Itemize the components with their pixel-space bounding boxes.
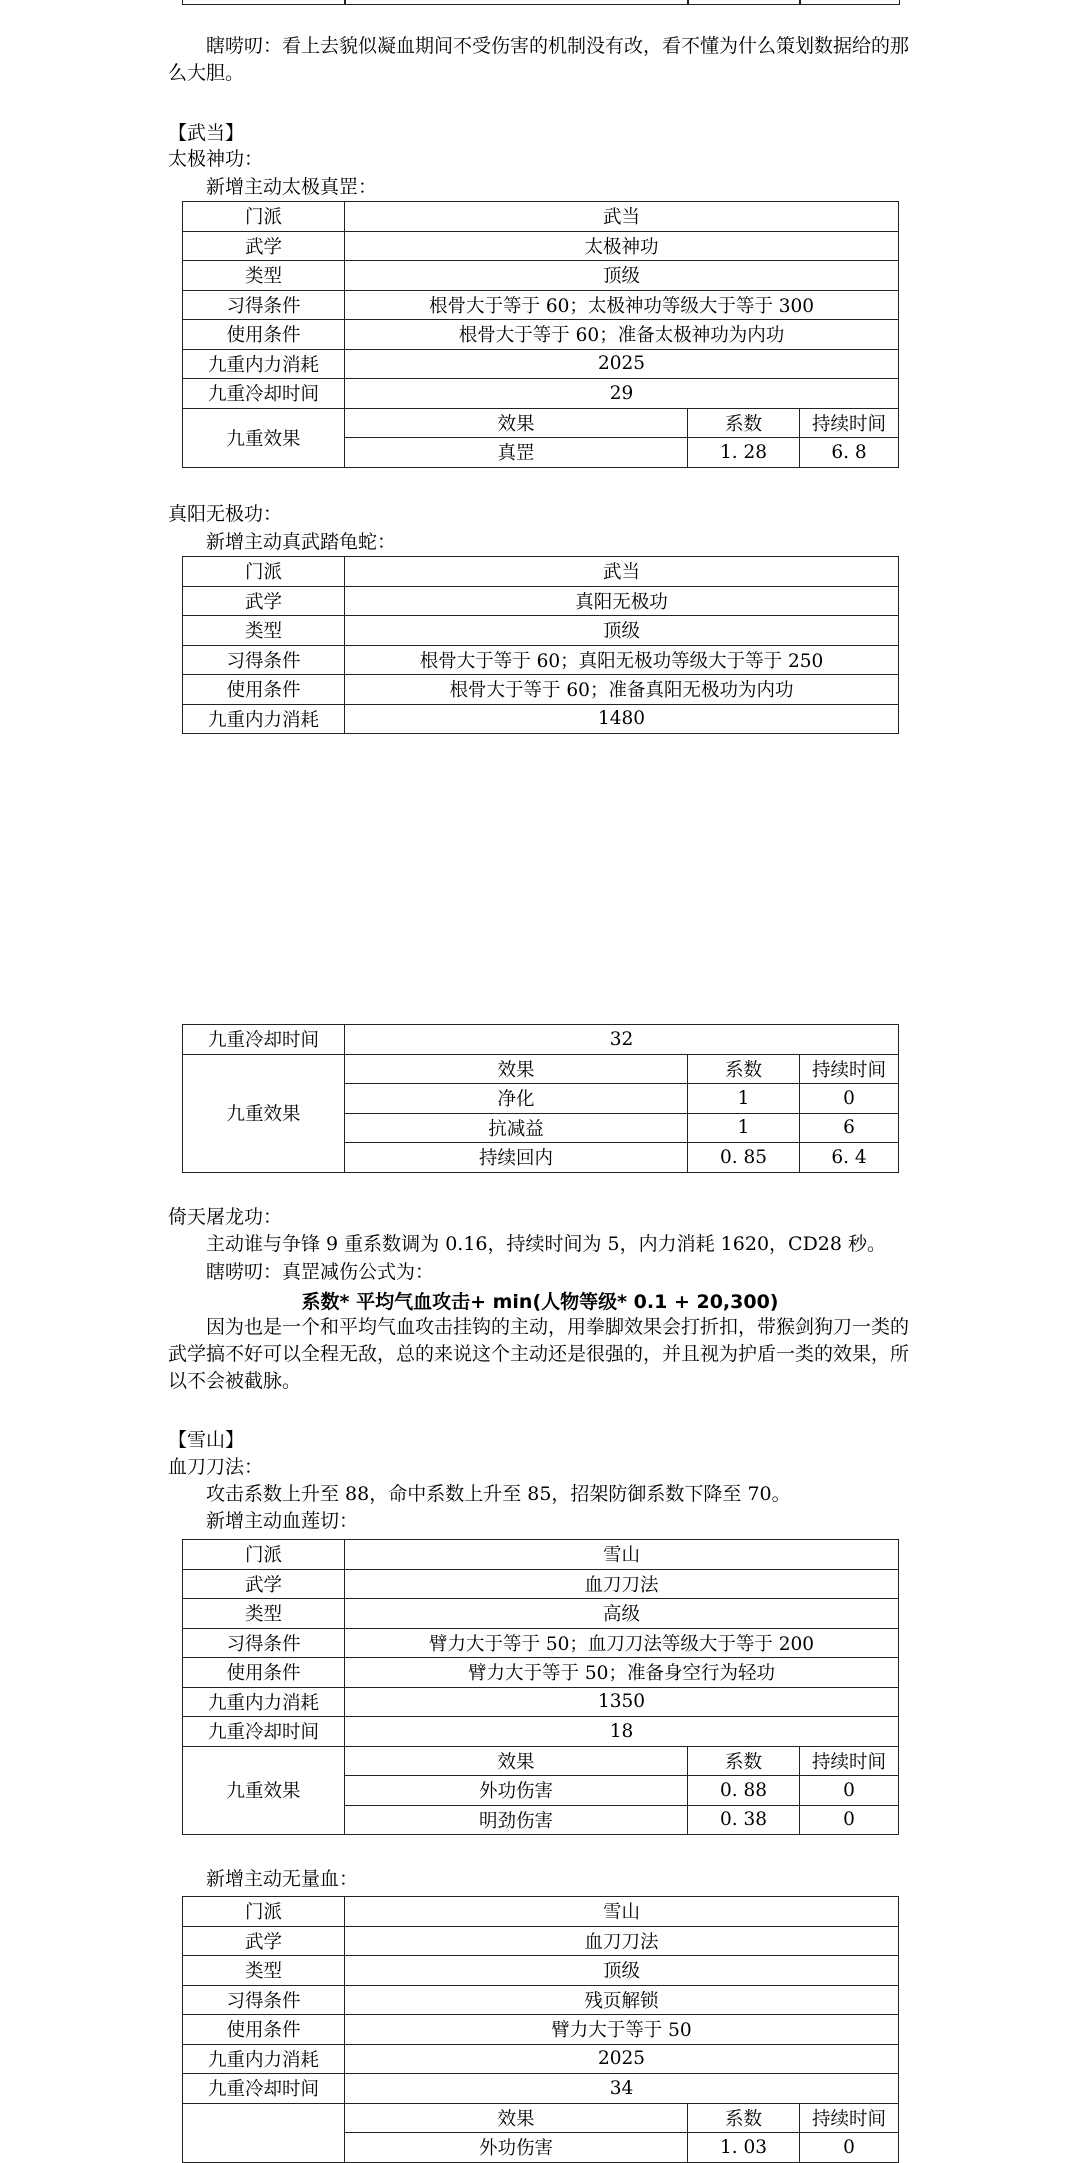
effect-coef: 1. 03: [688, 2133, 800, 2163]
row-value: 太极神功: [345, 231, 899, 261]
row-value: 顶级: [345, 261, 899, 291]
row-label: 武学: [183, 586, 345, 616]
effect-duration: 0: [800, 2133, 899, 2163]
row-value: 根骨大于等于 60；太极神功等级大于等于 300: [345, 290, 899, 320]
effect-duration: 6. 4: [800, 1143, 899, 1173]
row-label: 九重效果: [183, 1746, 345, 1835]
row-value: 顶级: [345, 1956, 899, 1986]
row-value: 高级: [345, 1599, 899, 1629]
row-value: 臂力大于等于 50；血刀刀法等级大于等于 200: [345, 1628, 899, 1658]
row-value: 真阳无极功: [345, 586, 899, 616]
row-label: 武学: [183, 1926, 345, 1956]
intro-note: 瞎唠叨：看上去貌似凝血期间不受伤害的机制没有改，看不懂为什么策划数据给的那么大胆。: [168, 35, 910, 85]
col-head: 系数: [688, 1746, 800, 1776]
effect-coef: 1: [688, 1084, 800, 1114]
row-label: 使用条件: [183, 675, 345, 705]
body-line: 主动谁与争锋 9 重系数调为 0.16，持续时间为 5，内力消耗 1620，CD28 秒。: [206, 1233, 887, 1255]
row-value: 臂力大于等于 50: [345, 2015, 899, 2045]
row-value: 34: [345, 2074, 899, 2104]
effect-coef: 1. 28: [688, 438, 800, 468]
effect-name: 真罡: [345, 438, 688, 468]
col-head: 效果: [345, 2103, 688, 2133]
row-label: 九重内力消耗: [183, 1687, 345, 1717]
effect-coef: 0. 85: [688, 1143, 800, 1173]
col-head: 持续时间: [800, 1746, 899, 1776]
row-label: 使用条件: [183, 1658, 345, 1688]
row-label: 类型: [183, 261, 345, 291]
prev-table-fragment: [182, 0, 346, 5]
col-head: 持续时间: [800, 1054, 899, 1084]
row-label: 九重冷却时间: [183, 1025, 345, 1055]
row-label: 武学: [183, 231, 345, 261]
row-label: 门派: [183, 202, 345, 232]
col-head: 效果: [345, 408, 688, 438]
row-label: 类型: [183, 1956, 345, 1986]
row-value: 臂力大于等于 50；准备身空行为轻功: [345, 1658, 899, 1688]
row-value: 血刀刀法: [345, 1569, 899, 1599]
row-label: 习得条件: [183, 645, 345, 675]
row-value: 根骨大于等于 60；真阳无极功等级大于等于 250: [345, 645, 899, 675]
skill-table-zhenyang: [182, 556, 899, 734]
skill-title: 倚天屠龙功：: [168, 1206, 283, 1228]
col-head: 系数: [688, 1054, 800, 1084]
row-label: 类型: [183, 1599, 345, 1629]
skill-title: 血刀刀法：: [168, 1456, 264, 1478]
row-label: 九重效果: [183, 1054, 345, 1172]
row-value: 武当: [345, 557, 899, 587]
effect-coef: 0. 88: [688, 1776, 800, 1806]
row-value: 根骨大于等于 60；准备太极神功为内功: [345, 320, 899, 350]
row-value: 32: [345, 1025, 899, 1055]
row-label: 习得条件: [183, 1628, 345, 1658]
row-value: 残页解锁: [345, 1985, 899, 2015]
body-line: 瞎唠叨：真罡减伤公式为：: [206, 1261, 435, 1283]
skill-table-xuelian: [182, 1539, 899, 1835]
body-line: 攻击系数上升至 88，命中系数上升至 85，招架防御系数下降至 70。: [206, 1483, 791, 1505]
effect-name: 持续回内: [345, 1143, 688, 1173]
skill-subtitle: 新增主动太极真罡：: [206, 176, 378, 198]
skill-title: 真阳无极功：: [168, 503, 283, 525]
effect-duration: 6. 8: [800, 438, 899, 468]
row-value: 29: [345, 379, 899, 409]
effect-name: 外功伤害: [345, 1776, 688, 1806]
effect-duration: 0: [800, 1805, 899, 1835]
row-value: 武当: [345, 202, 899, 232]
row-label: 九重冷却时间: [183, 1717, 345, 1747]
row-label: 使用条件: [183, 320, 345, 350]
row-label: 九重冷却时间: [183, 379, 345, 409]
col-head: 系数: [688, 408, 800, 438]
effect-coef: 0. 38: [688, 1805, 800, 1835]
prev-table-fragment: [344, 0, 689, 5]
row-value: 血刀刀法: [345, 1926, 899, 1956]
col-head: 效果: [345, 1746, 688, 1776]
effect-name: 抗减益: [345, 1113, 688, 1143]
col-head: 持续时间: [800, 2103, 899, 2133]
row-label: 习得条件: [183, 1985, 345, 2015]
effect-name: 外功伤害: [345, 2133, 688, 2163]
row-value: 雪山: [345, 1897, 899, 1927]
row-value: 顶级: [345, 616, 899, 646]
row-label: 门派: [183, 1540, 345, 1570]
col-head: 效果: [345, 1054, 688, 1084]
col-head: 持续时间: [800, 408, 899, 438]
row-label: 九重效果: [183, 408, 345, 467]
row-label: 九重冷却时间: [183, 2074, 345, 2104]
effect-name: 净化: [345, 1084, 688, 1114]
effect-duration: 0: [800, 1084, 899, 1114]
effect-coef: 1: [688, 1113, 800, 1143]
prev-table-fragment: [687, 0, 801, 5]
effect-duration: 6: [800, 1113, 899, 1143]
row-value: 雪山: [345, 1540, 899, 1570]
row-value: 18: [345, 1717, 899, 1747]
prev-table-fragment: [799, 0, 900, 5]
row-label: 习得条件: [183, 290, 345, 320]
section-header-wudang: 【武当】: [168, 122, 245, 144]
col-head: 系数: [688, 2103, 800, 2133]
effect-name: 明劲伤害: [345, 1805, 688, 1835]
skill-title: 太极神功：: [168, 148, 264, 170]
row-value: 2025: [345, 2044, 899, 2074]
row-value: 2025: [345, 349, 899, 379]
effect-duration: 0: [800, 1776, 899, 1806]
section-header-xueshan: 【雪山】: [168, 1429, 245, 1451]
row-label: 类型: [183, 616, 345, 646]
row-value: 1350: [345, 1687, 899, 1717]
row-label: 九重内力消耗: [183, 704, 345, 734]
skill-table-zhenyang-continued: [182, 1024, 899, 1173]
formula: 系数* 平均气血攻击+ min(人物等级* 0.1 + 20,300): [301, 1291, 779, 1313]
row-label: 门派: [183, 1897, 345, 1927]
row-label: 使用条件: [183, 2015, 345, 2045]
row-value: 根骨大于等于 60；准备真阳无极功为内功: [345, 675, 899, 705]
row-label: [183, 2103, 345, 2162]
skill-table-taiji: [182, 201, 899, 468]
row-label: 九重内力消耗: [183, 2044, 345, 2074]
row-label: 武学: [183, 1569, 345, 1599]
skill-subtitle: 新增主动无量血：: [206, 1868, 359, 1890]
row-label: 九重内力消耗: [183, 349, 345, 379]
row-value: 1480: [345, 704, 899, 734]
skill-subtitle: 新增主动血莲切：: [206, 1510, 359, 1532]
body-paragraph: 因为也是一个和平均气血攻击挂钩的主动，用拳脚效果会打折扣，带猴剑狗刀一类的武学搞不好可以全程无敌，总的来说这个主动还是很强的，并且视为护盾一类的效果，所以不会被截脉。: [168, 1316, 910, 1393]
row-label: 门派: [183, 557, 345, 587]
skill-table-wuliangxue: [182, 1896, 899, 2163]
skill-subtitle: 新增主动真武踏龟蛇：: [206, 531, 397, 553]
